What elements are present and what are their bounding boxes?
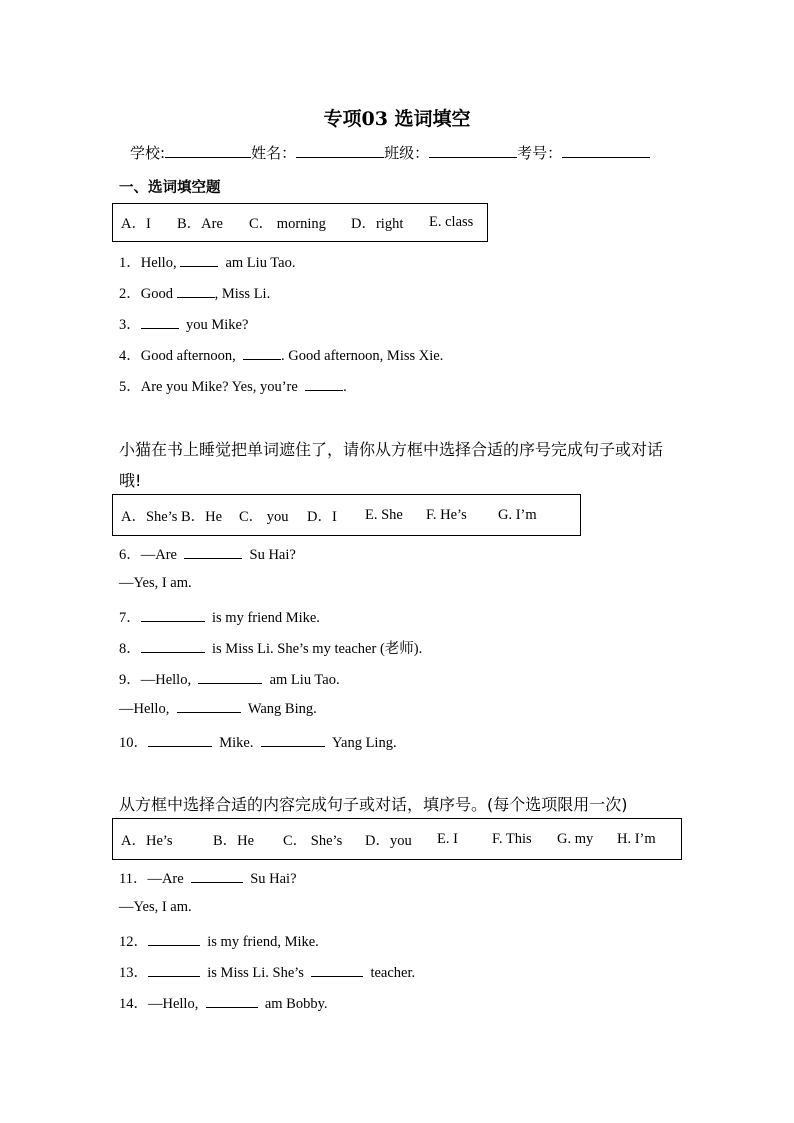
word-option: H. I’m	[617, 830, 656, 847]
answer-blank[interactable]	[148, 733, 212, 747]
word-bank-box	[112, 818, 682, 860]
answer-blank[interactable]	[180, 253, 218, 267]
section3-intro: 从方框中选择合适的内容完成句子或对话，填序号。(每个选项限用一次)	[119, 795, 628, 814]
answer-blank[interactable]	[141, 608, 205, 622]
exam-no-label: 考号：	[517, 144, 563, 162]
answer-blank[interactable]	[141, 639, 205, 653]
answer-blank[interactable]	[177, 284, 215, 298]
class-field[interactable]	[429, 143, 517, 158]
answer-blank[interactable]	[141, 315, 179, 329]
question-11: 11．—Are Su Hai?	[119, 871, 297, 887]
word-option: C． She’s	[283, 832, 343, 849]
class-label: 班级：	[384, 144, 430, 162]
question-9: 9．—Hello, am Liu Tao.	[119, 672, 340, 688]
word-option: A．She’s	[121, 508, 178, 525]
question-10: 10． Mike. Yang Ling.	[119, 735, 397, 751]
question-14: 14．—Hello, am Bobby.	[119, 996, 328, 1012]
student-info-row	[130, 142, 650, 163]
question-2: 2．Good , Miss Li.	[119, 286, 271, 302]
word-option: C． morning	[249, 216, 326, 232]
name-field[interactable]	[296, 143, 384, 158]
question-3: 3． you Mike?	[119, 317, 249, 333]
question-11-reply: —Yes, I am.	[119, 899, 192, 915]
word-option: D．you	[365, 832, 412, 849]
question-1: 1．Hello, am Liu Tao.	[119, 255, 296, 271]
section-heading: 一、选词填空题	[119, 180, 221, 196]
question-6-reply: —Yes, I am.	[119, 575, 192, 591]
section2-intro-line2: 哦!	[119, 471, 142, 490]
answer-blank[interactable]	[206, 994, 258, 1008]
answer-blank[interactable]	[243, 346, 281, 360]
word-option: D．right	[351, 216, 404, 232]
word-option: E. She	[365, 506, 403, 523]
word-option: G. my	[557, 830, 594, 847]
word-option: A．I	[121, 216, 151, 232]
question-5: 5．Are you Mike? Yes, you’re .	[119, 379, 347, 395]
word-option: B．He	[213, 832, 255, 849]
word-bank-box	[112, 494, 581, 536]
question-6: 6．—Are Su Hai?	[119, 547, 296, 563]
answer-blank[interactable]	[191, 869, 243, 883]
answer-blank[interactable]	[148, 932, 200, 946]
answer-blank[interactable]	[198, 670, 262, 684]
school-label: 学校:	[130, 144, 166, 162]
name-label: 姓名：	[251, 144, 297, 162]
exam-no-field[interactable]	[562, 143, 650, 158]
word-option: F. This	[492, 830, 532, 847]
section2-intro-line1: 小猫在书上睡觉把单词遮住了，请你从方框中选择合适的序号完成句子或对话	[119, 440, 664, 459]
school-field[interactable]	[165, 143, 251, 158]
word-option: E. I	[437, 830, 458, 847]
word-option: G. I’m	[498, 506, 537, 523]
page-title: 专项03 选词填空	[323, 108, 471, 130]
question-9-reply: —Hello, Wang Bing.	[119, 701, 317, 717]
answer-blank[interactable]	[305, 377, 343, 391]
word-option: A．He’s	[121, 832, 173, 849]
word-option: B．Are	[177, 216, 223, 232]
word-option: B．He	[181, 508, 223, 525]
question-8: 8． is Miss Li. She’s my teacher (老师).	[119, 641, 423, 657]
word-option: F. He’s	[426, 506, 467, 523]
answer-blank[interactable]	[177, 699, 241, 713]
question-12: 12． is my friend, Mike.	[119, 934, 319, 950]
question-7: 7． is my friend Mike.	[119, 610, 320, 626]
word-option: D．I	[307, 508, 337, 525]
answer-blank[interactable]	[148, 963, 200, 977]
word-bank-box	[112, 203, 488, 242]
question-13: 13． is Miss Li. She’s teacher.	[119, 965, 416, 981]
answer-blank[interactable]	[261, 733, 325, 747]
answer-blank[interactable]	[184, 545, 242, 559]
word-option: E. class	[429, 214, 474, 230]
question-4: 4．Good afternoon, . Good afternoon, Miss Xie.	[119, 348, 444, 364]
answer-blank[interactable]	[311, 963, 363, 977]
word-option: C． you	[239, 508, 289, 525]
